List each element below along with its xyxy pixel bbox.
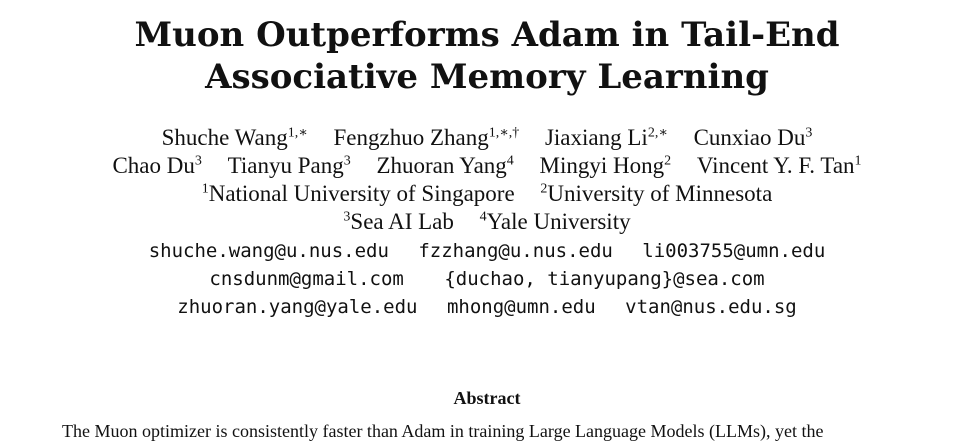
author: Chao Du$^3$ [112, 153, 202, 178]
abstract-first-line: The Muon optimizer is consistently faster than Adam in training Large Language Models (LLMs), yet the [62, 421, 824, 441]
author-row-2 [0, 152, 974, 180]
author: Cunxiao Du$^3$ [693, 125, 813, 150]
email: mhong@umn.edu [446, 296, 596, 318]
email: {duchao, tianyupang}@sea.com [444, 268, 765, 290]
affiliation: $^3$Sea AI Lab [343, 209, 454, 234]
paper-title-line-1: Muon Outperforms Adam in Tail-End [134, 15, 840, 55]
email-row-3 [0, 294, 974, 320]
author: Jiaxiang $Li^{2,∗}$ [544, 125, 668, 150]
email: cnsdunm@gmail.com [209, 268, 404, 290]
author: Shuche Wang$^{1,∗}$ [161, 125, 308, 150]
author: Mingyi Hong$^2$ [539, 153, 672, 178]
author: Zhuoran Yang$^4$ [376, 153, 514, 178]
email: shuche.wang@u.nus.edu [148, 240, 389, 262]
affiliation: $^4$Yale University [479, 209, 631, 234]
email: vtan@nus.edu.sg [625, 296, 797, 318]
author: Vincent Y. F. Tan$^1$ [696, 153, 862, 178]
author: Fengzhuo Zhang$^{1,∗,\dagger}$ [333, 125, 520, 150]
affiliation-row-1 [0, 180, 974, 208]
affiliation-row-2 [0, 208, 974, 236]
email: zhuoran.yang@yale.edu [177, 296, 418, 318]
author: Tianyu Pang$^3$ [227, 153, 351, 178]
affiliation: $^1$National University of Singapore [201, 181, 515, 206]
email: li003755@umn.edu [642, 240, 826, 262]
email-row-1 [0, 238, 974, 264]
paper-title-line-2: Associative Memory Learning [205, 57, 769, 97]
author-row-1 [0, 124, 974, 152]
abstract-heading: Abstract [453, 388, 521, 408]
affiliation: $^2$University of Minnesota [540, 181, 773, 206]
email-row-2 [0, 266, 974, 292]
email: fzzhang@u.nus.edu [418, 240, 613, 262]
